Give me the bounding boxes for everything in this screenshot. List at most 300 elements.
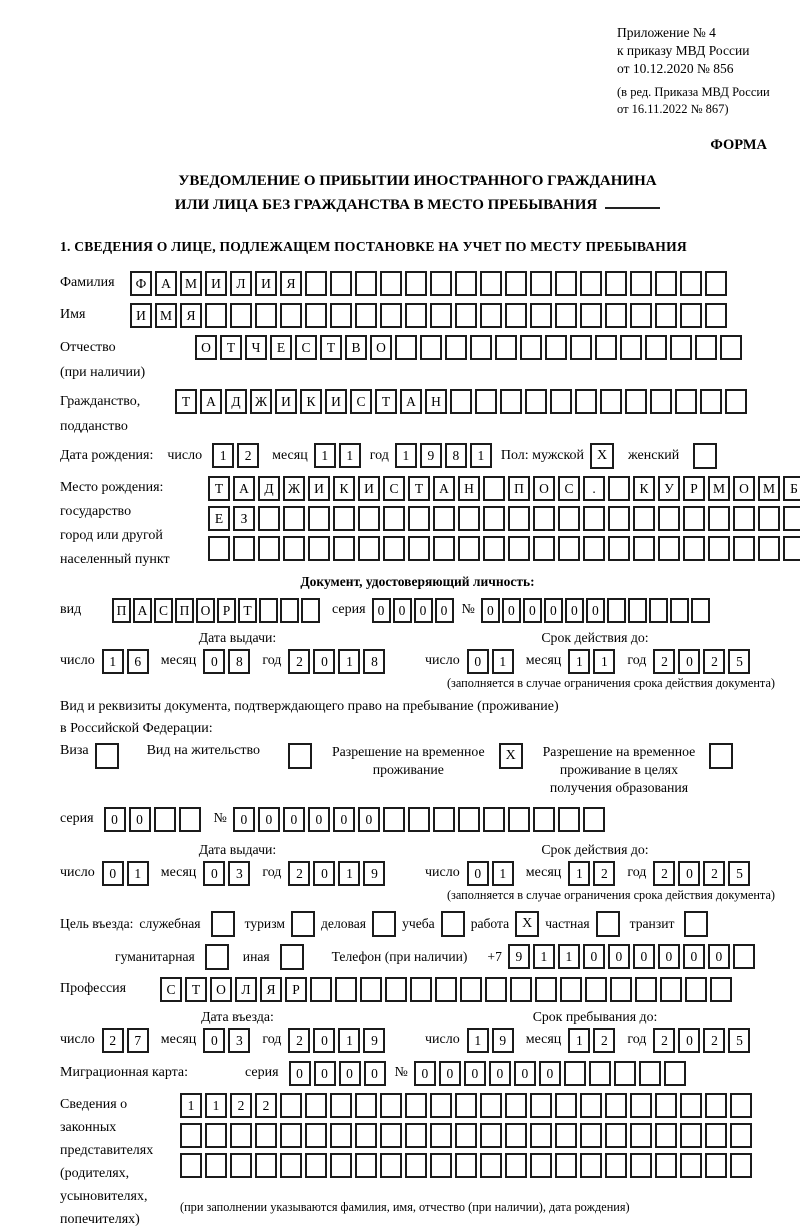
form-cell[interactable] (530, 1093, 552, 1118)
form-cell[interactable] (630, 1093, 652, 1118)
form-cell[interactable] (525, 389, 547, 414)
form-cell[interactable] (600, 389, 622, 414)
form-cell[interactable]: П (508, 476, 530, 501)
form-cell[interactable]: 0 (708, 944, 730, 969)
form-cell[interactable]: 0 (683, 944, 705, 969)
form-cell[interactable]: 2 (703, 861, 725, 886)
form-cell[interactable] (305, 1123, 327, 1148)
form-cell[interactable]: М (155, 303, 177, 328)
form-cell[interactable] (680, 303, 702, 328)
form-cell[interactable] (500, 389, 522, 414)
form-cell[interactable]: 7 (127, 1028, 149, 1053)
form-cell[interactable] (680, 1123, 702, 1148)
form-cell[interactable] (725, 389, 747, 414)
form-cell[interactable]: 9 (492, 1028, 514, 1053)
form-cell[interactable]: 1 (338, 649, 360, 674)
form-cell[interactable] (308, 536, 330, 561)
form-cell[interactable] (533, 536, 555, 561)
form-cell[interactable]: У (658, 476, 680, 501)
purpose-tourism-checkbox[interactable] (291, 911, 315, 937)
form-cell[interactable] (355, 1093, 377, 1118)
form-cell[interactable] (570, 335, 592, 360)
form-cell[interactable] (405, 303, 427, 328)
form-cell[interactable]: 0 (313, 1028, 335, 1053)
form-cell[interactable]: 9 (508, 944, 530, 969)
form-cell[interactable] (230, 1153, 252, 1178)
form-cell[interactable] (355, 1153, 377, 1178)
form-cell[interactable] (730, 1153, 752, 1178)
form-cell[interactable] (649, 598, 668, 623)
form-cell[interactable]: 1 (127, 861, 149, 886)
form-cell[interactable]: 2 (102, 1028, 124, 1053)
form-cell[interactable] (555, 1153, 577, 1178)
form-cell[interactable]: 1 (470, 443, 492, 468)
purpose-transit-checkbox[interactable] (684, 911, 708, 937)
form-cell[interactable]: 0 (289, 1061, 311, 1086)
form-cell[interactable]: Д (258, 476, 280, 501)
form-cell[interactable]: 0 (608, 944, 630, 969)
form-cell[interactable]: 1 (212, 443, 234, 468)
form-cell[interactable]: И (308, 476, 330, 501)
form-cell[interactable]: А (200, 389, 222, 414)
form-cell[interactable]: Ж (283, 476, 305, 501)
form-cell[interactable] (255, 303, 277, 328)
form-cell[interactable] (310, 977, 332, 1002)
form-cell[interactable] (208, 536, 230, 561)
form-cell[interactable] (730, 1123, 752, 1148)
form-cell[interactable] (710, 977, 732, 1002)
form-cell[interactable] (550, 389, 572, 414)
form-cell[interactable] (733, 506, 755, 531)
form-cell[interactable] (558, 536, 580, 561)
form-cell[interactable] (530, 271, 552, 296)
form-cell[interactable] (607, 598, 626, 623)
form-cell[interactable] (445, 335, 467, 360)
form-cell[interactable] (758, 536, 780, 561)
form-cell[interactable] (583, 807, 605, 832)
form-cell[interactable]: 1 (180, 1093, 202, 1118)
form-cell[interactable] (458, 807, 480, 832)
form-cell[interactable] (405, 1153, 427, 1178)
form-cell[interactable]: С (295, 335, 317, 360)
form-cell[interactable] (628, 598, 647, 623)
form-cell[interactable] (433, 536, 455, 561)
form-cell[interactable]: 2 (653, 861, 675, 886)
form-cell[interactable]: А (133, 598, 152, 623)
form-cell[interactable]: 0 (129, 807, 151, 832)
form-cell[interactable] (480, 303, 502, 328)
form-cell[interactable] (330, 1153, 352, 1178)
form-cell[interactable]: 0 (467, 649, 489, 674)
form-cell[interactable] (483, 476, 505, 501)
form-cell[interactable] (450, 389, 472, 414)
form-cell[interactable] (633, 506, 655, 531)
form-cell[interactable] (630, 1153, 652, 1178)
form-cell[interactable] (383, 807, 405, 832)
form-cell[interactable]: Н (458, 476, 480, 501)
form-cell[interactable] (650, 389, 672, 414)
form-cell[interactable]: О (195, 335, 217, 360)
form-cell[interactable]: И (325, 389, 347, 414)
form-cell[interactable] (660, 977, 682, 1002)
form-cell[interactable] (430, 271, 452, 296)
form-cell[interactable]: Д (225, 389, 247, 414)
temp-permit-checkbox[interactable]: X (499, 743, 523, 769)
form-cell[interactable] (430, 1153, 452, 1178)
form-cell[interactable] (408, 536, 430, 561)
form-cell[interactable] (405, 1093, 427, 1118)
form-cell[interactable] (358, 506, 380, 531)
form-cell[interactable]: 0 (633, 944, 655, 969)
form-cell[interactable] (308, 506, 330, 531)
form-cell[interactable] (330, 303, 352, 328)
form-cell[interactable] (655, 1153, 677, 1178)
form-cell[interactable]: 0 (372, 598, 391, 623)
form-cell[interactable] (608, 476, 630, 501)
form-cell[interactable] (583, 536, 605, 561)
form-cell[interactable] (508, 506, 530, 531)
form-cell[interactable] (583, 506, 605, 531)
form-cell[interactable] (580, 1093, 602, 1118)
form-cell[interactable] (655, 1123, 677, 1148)
form-cell[interactable] (305, 271, 327, 296)
form-cell[interactable]: М (708, 476, 730, 501)
form-cell[interactable] (258, 506, 280, 531)
form-cell[interactable] (255, 1123, 277, 1148)
form-cell[interactable] (639, 1061, 661, 1086)
form-cell[interactable]: 1 (102, 649, 124, 674)
form-cell[interactable] (560, 977, 582, 1002)
form-cell[interactable] (555, 1123, 577, 1148)
form-cell[interactable]: 0 (258, 807, 280, 832)
form-cell[interactable] (330, 1093, 352, 1118)
form-cell[interactable]: 1 (568, 1028, 590, 1053)
form-cell[interactable]: 5 (728, 649, 750, 674)
form-cell[interactable]: Б (783, 476, 800, 501)
form-cell[interactable]: . (583, 476, 605, 501)
form-cell[interactable] (383, 506, 405, 531)
form-cell[interactable] (280, 1153, 302, 1178)
form-cell[interactable] (305, 1093, 327, 1118)
form-cell[interactable]: С (154, 598, 173, 623)
form-cell[interactable] (335, 977, 357, 1002)
form-cell[interactable]: О (196, 598, 215, 623)
form-cell[interactable] (508, 536, 530, 561)
form-cell[interactable] (205, 1123, 227, 1148)
form-cell[interactable] (633, 536, 655, 561)
form-cell[interactable] (408, 807, 430, 832)
form-cell[interactable] (635, 977, 657, 1002)
form-cell[interactable]: 0 (203, 1028, 225, 1053)
form-cell[interactable]: Я (280, 271, 302, 296)
form-cell[interactable] (564, 1061, 586, 1086)
form-cell[interactable]: 1 (395, 443, 417, 468)
form-cell[interactable] (783, 506, 800, 531)
form-cell[interactable] (580, 1123, 602, 1148)
form-cell[interactable] (558, 807, 580, 832)
form-cell[interactable] (655, 1093, 677, 1118)
form-cell[interactable]: Я (260, 977, 282, 1002)
form-cell[interactable] (705, 1093, 727, 1118)
form-cell[interactable] (458, 536, 480, 561)
form-cell[interactable] (664, 1061, 686, 1086)
form-cell[interactable] (610, 977, 632, 1002)
form-cell[interactable]: 9 (420, 443, 442, 468)
form-cell[interactable]: 0 (544, 598, 563, 623)
form-cell[interactable]: 2 (230, 1093, 252, 1118)
form-cell[interactable]: 2 (653, 1028, 675, 1053)
form-cell[interactable] (645, 335, 667, 360)
form-cell[interactable]: З (233, 506, 255, 531)
form-cell[interactable]: 8 (445, 443, 467, 468)
form-cell[interactable] (608, 536, 630, 561)
form-cell[interactable] (625, 389, 647, 414)
form-cell[interactable]: Л (230, 271, 252, 296)
form-cell[interactable]: Р (285, 977, 307, 1002)
form-cell[interactable] (380, 1153, 402, 1178)
form-cell[interactable] (360, 977, 382, 1002)
form-cell[interactable] (420, 335, 442, 360)
form-cell[interactable] (154, 807, 176, 832)
form-cell[interactable] (605, 1153, 627, 1178)
form-cell[interactable] (205, 303, 227, 328)
form-cell[interactable] (355, 1123, 377, 1148)
form-cell[interactable] (730, 1093, 752, 1118)
form-cell[interactable] (205, 1153, 227, 1178)
form-cell[interactable] (180, 1153, 202, 1178)
form-cell[interactable]: 0 (233, 807, 255, 832)
sex-female-checkbox[interactable] (693, 443, 717, 469)
form-cell[interactable]: 0 (358, 807, 380, 832)
form-cell[interactable]: А (233, 476, 255, 501)
form-cell[interactable]: А (400, 389, 422, 414)
form-cell[interactable]: С (160, 977, 182, 1002)
form-cell[interactable]: 0 (313, 649, 335, 674)
residence-permit-checkbox[interactable] (288, 743, 312, 769)
form-cell[interactable] (280, 1093, 302, 1118)
form-cell[interactable] (675, 389, 697, 414)
form-cell[interactable]: 0 (308, 807, 330, 832)
form-cell[interactable]: 0 (678, 1028, 700, 1053)
form-cell[interactable]: 1 (205, 1093, 227, 1118)
form-cell[interactable] (305, 1153, 327, 1178)
form-cell[interactable] (555, 271, 577, 296)
form-cell[interactable] (595, 335, 617, 360)
form-cell[interactable]: 0 (539, 1061, 561, 1086)
form-cell[interactable] (605, 1093, 627, 1118)
form-cell[interactable] (258, 536, 280, 561)
form-cell[interactable]: 2 (653, 649, 675, 674)
form-cell[interactable] (658, 536, 680, 561)
form-cell[interactable] (575, 389, 597, 414)
form-cell[interactable]: 5 (728, 861, 750, 886)
form-cell[interactable] (485, 977, 507, 1002)
form-cell[interactable]: И (255, 271, 277, 296)
form-cell[interactable] (508, 807, 530, 832)
form-cell[interactable] (470, 335, 492, 360)
form-cell[interactable]: 0 (523, 598, 542, 623)
form-cell[interactable]: 0 (314, 1061, 336, 1086)
form-cell[interactable] (733, 536, 755, 561)
form-cell[interactable]: 0 (464, 1061, 486, 1086)
form-cell[interactable]: 0 (467, 861, 489, 886)
form-cell[interactable]: 1 (492, 861, 514, 886)
form-cell[interactable] (233, 536, 255, 561)
form-cell[interactable]: 1 (492, 649, 514, 674)
form-cell[interactable] (530, 303, 552, 328)
form-cell[interactable] (330, 1123, 352, 1148)
form-cell[interactable] (255, 1153, 277, 1178)
form-cell[interactable]: 2 (288, 1028, 310, 1053)
form-cell[interactable]: 2 (703, 1028, 725, 1053)
form-cell[interactable]: 2 (593, 861, 615, 886)
form-cell[interactable] (355, 271, 377, 296)
form-cell[interactable]: О (733, 476, 755, 501)
form-cell[interactable] (385, 977, 407, 1002)
form-cell[interactable]: И (130, 303, 152, 328)
form-cell[interactable] (580, 1153, 602, 1178)
form-cell[interactable]: 1 (467, 1028, 489, 1053)
form-cell[interactable] (230, 1123, 252, 1148)
form-cell[interactable]: И (275, 389, 297, 414)
form-cell[interactable] (535, 977, 557, 1002)
form-cell[interactable] (708, 506, 730, 531)
form-cell[interactable]: 1 (593, 649, 615, 674)
form-cell[interactable]: Ж (250, 389, 272, 414)
form-cell[interactable] (520, 335, 542, 360)
form-cell[interactable]: И (358, 476, 380, 501)
form-cell[interactable] (433, 506, 455, 531)
form-cell[interactable] (355, 303, 377, 328)
form-cell[interactable]: 0 (678, 649, 700, 674)
form-cell[interactable] (455, 1153, 477, 1178)
form-cell[interactable]: О (533, 476, 555, 501)
form-cell[interactable]: 1 (568, 861, 590, 886)
form-cell[interactable] (430, 303, 452, 328)
form-cell[interactable]: 2 (255, 1093, 277, 1118)
form-cell[interactable] (483, 536, 505, 561)
form-cell[interactable]: 5 (728, 1028, 750, 1053)
form-cell[interactable] (658, 506, 680, 531)
form-cell[interactable]: 2 (703, 649, 725, 674)
visa-checkbox[interactable] (95, 743, 119, 769)
form-cell[interactable] (630, 1123, 652, 1148)
form-cell[interactable]: 0 (414, 1061, 436, 1086)
form-cell[interactable] (259, 598, 278, 623)
form-cell[interactable]: 0 (435, 598, 454, 623)
form-cell[interactable] (580, 303, 602, 328)
form-cell[interactable]: 0 (658, 944, 680, 969)
form-cell[interactable]: 2 (237, 443, 259, 468)
form-cell[interactable]: С (383, 476, 405, 501)
form-cell[interactable] (455, 303, 477, 328)
form-cell[interactable]: 0 (283, 807, 305, 832)
form-cell[interactable]: 1 (533, 944, 555, 969)
form-cell[interactable]: 0 (339, 1061, 361, 1086)
form-cell[interactable]: Р (217, 598, 236, 623)
purpose-private-checkbox[interactable] (596, 911, 620, 937)
form-cell[interactable]: Т (375, 389, 397, 414)
form-cell[interactable]: 0 (439, 1061, 461, 1086)
form-cell[interactable]: Ч (245, 335, 267, 360)
form-cell[interactable] (475, 389, 497, 414)
form-cell[interactable] (695, 335, 717, 360)
form-cell[interactable] (530, 1153, 552, 1178)
form-cell[interactable] (783, 536, 800, 561)
form-cell[interactable]: 9 (363, 861, 385, 886)
form-cell[interactable] (280, 303, 302, 328)
form-cell[interactable]: Т (220, 335, 242, 360)
purpose-official-checkbox[interactable] (211, 911, 235, 937)
form-cell[interactable] (608, 506, 630, 531)
form-cell[interactable] (280, 1123, 302, 1148)
form-cell[interactable]: 1 (338, 1028, 360, 1053)
form-cell[interactable] (614, 1061, 636, 1086)
form-cell[interactable]: М (758, 476, 780, 501)
form-cell[interactable] (545, 335, 567, 360)
purpose-business-checkbox[interactable] (372, 911, 396, 937)
form-cell[interactable]: О (370, 335, 392, 360)
form-cell[interactable] (533, 506, 555, 531)
purpose-work-checkbox[interactable]: X (515, 911, 539, 937)
purpose-humanitarian-checkbox[interactable] (205, 944, 229, 970)
form-cell[interactable] (505, 303, 527, 328)
form-cell[interactable]: 1 (338, 861, 360, 886)
form-cell[interactable]: С (558, 476, 580, 501)
form-cell[interactable] (505, 1123, 527, 1148)
form-cell[interactable] (380, 271, 402, 296)
form-cell[interactable] (408, 506, 430, 531)
form-cell[interactable]: 0 (489, 1061, 511, 1086)
form-cell[interactable] (589, 1061, 611, 1086)
form-cell[interactable] (605, 271, 627, 296)
form-cell[interactable]: 2 (593, 1028, 615, 1053)
form-cell[interactable] (395, 335, 417, 360)
form-cell[interactable] (620, 335, 642, 360)
form-cell[interactable]: 2 (288, 861, 310, 886)
form-cell[interactable] (708, 536, 730, 561)
form-cell[interactable] (510, 977, 532, 1002)
form-cell[interactable]: С (350, 389, 372, 414)
form-cell[interactable] (480, 1153, 502, 1178)
form-cell[interactable]: 0 (678, 861, 700, 886)
form-cell[interactable]: Е (208, 506, 230, 531)
form-cell[interactable] (505, 1153, 527, 1178)
form-cell[interactable]: Ф (130, 271, 152, 296)
form-cell[interactable]: 3 (228, 1028, 250, 1053)
form-cell[interactable] (700, 389, 722, 414)
form-cell[interactable] (283, 536, 305, 561)
form-cell[interactable]: И (205, 271, 227, 296)
form-cell[interactable] (179, 807, 201, 832)
form-cell[interactable] (530, 1123, 552, 1148)
form-cell[interactable]: 0 (481, 598, 500, 623)
form-cell[interactable]: Я (180, 303, 202, 328)
purpose-study-checkbox[interactable] (441, 911, 465, 937)
form-cell[interactable] (585, 977, 607, 1002)
form-cell[interactable]: 0 (104, 807, 126, 832)
form-cell[interactable]: 0 (364, 1061, 386, 1086)
form-cell[interactable]: 0 (203, 649, 225, 674)
form-cell[interactable] (680, 1093, 702, 1118)
form-cell[interactable] (670, 598, 689, 623)
form-cell[interactable]: Е (270, 335, 292, 360)
form-cell[interactable]: А (433, 476, 455, 501)
form-cell[interactable] (330, 271, 352, 296)
form-cell[interactable]: К (300, 389, 322, 414)
form-cell[interactable]: К (333, 476, 355, 501)
form-cell[interactable] (458, 506, 480, 531)
